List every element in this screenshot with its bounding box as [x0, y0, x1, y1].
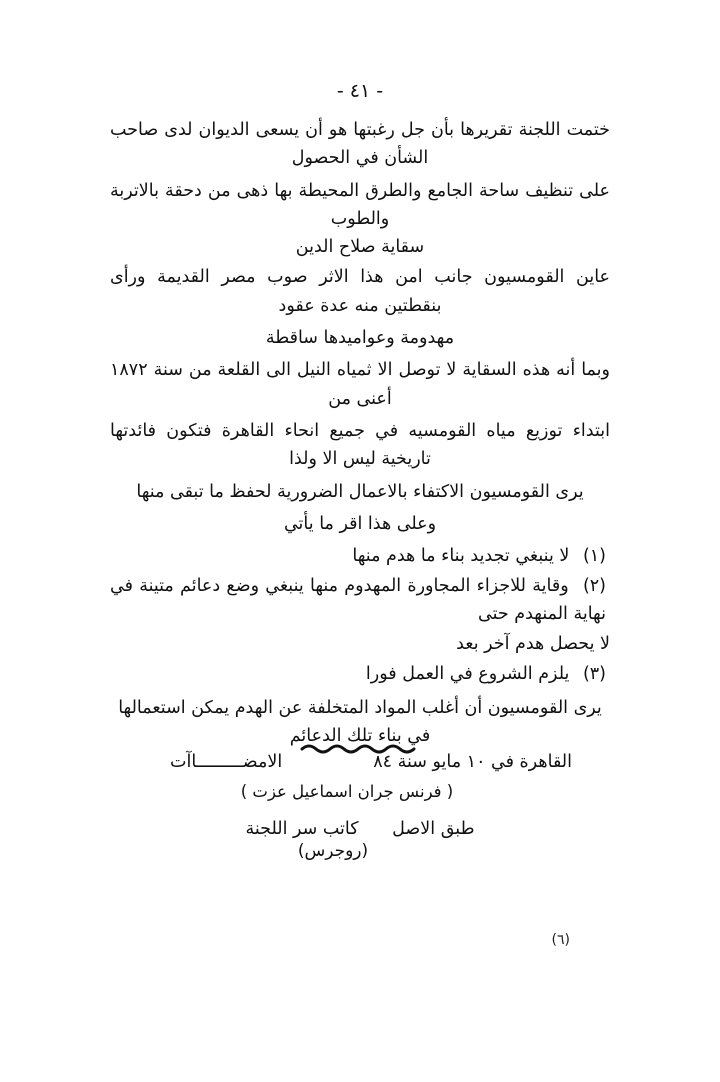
body-line-3: وبما أنه هذه السقاية لا توصل الا ثمياه النيل الى القلعة من سنة ١٨٧٢ أعنى من: [110, 360, 610, 409]
list-item-number: (٢): [582, 576, 606, 597]
page-number: - ٤١ -: [336, 80, 384, 102]
body-line-2: مهدومة وعواميدها ساقطة: [265, 328, 455, 349]
footer-sheet-mark: (٦): [551, 932, 570, 948]
attestation-signature: (روجرس): [297, 841, 369, 862]
list-item-number: (١): [582, 546, 606, 567]
wavy-rule-ornament-icon: [0, 742, 720, 754]
list-item-number: (٣): [582, 664, 606, 685]
body-line-4: ابتداء توزيع مياه القومسيه في جميع انحاء القاهرة فتكون فائدتها تاريخية ليس الا ولذا: [110, 421, 610, 470]
body-line-5: يرى القومسيون الاكتفاء بالاعمال الضرورية لحفظ ما تبقى منها: [136, 481, 584, 502]
list-item: [110, 660, 610, 688]
signature-row: [170, 752, 572, 772]
list-item-text: وقاية للاجزاء المجاورة المهدوم منها ينبغي وضع دعائم متينة في نهاية المنهدم حتى: [110, 576, 606, 625]
signatory-names: ( فرنس جران اسماعيل عزت ): [240, 782, 454, 802]
list-item: [110, 542, 610, 570]
closing-paragraph: يرى القومسيون أن أغلب المواد المتخلفة عن الهدم يمكن استعمالها في بناء تلك الدعائم: [118, 698, 602, 747]
list-item-text: لا ينبغي تجديد بناء ما هدم منها: [352, 546, 570, 567]
attestation-row: [110, 819, 610, 839]
section-heading: سقاية صلاح الدين: [295, 237, 425, 258]
signatures-label: الامضـــــــــاآت: [170, 752, 283, 773]
attestation-left: كاتب سر اللجنة: [245, 819, 359, 840]
list-item-continuation: لا يحصل هدم آخر بعد: [456, 634, 610, 655]
paragraph-2: على تنظيف ساحة الجامع والطرق المحيطة بها ذهى من دحقة بالاتربة والطوب: [110, 180, 610, 230]
list-item-text: يلزم الشروع في العمل فورا: [365, 664, 570, 685]
paragraph-1: ختمت اللجنة تقريرها بأن جل رغبتها هو أن يسعى الديوان لدى صاحب الشأن في الحصول: [110, 120, 610, 169]
attestation-right: طبق الاصل: [392, 819, 475, 840]
list-item: [110, 572, 610, 628]
body-line-6: وعلى هذا اقر ما يأتي: [283, 514, 437, 535]
signature-date: القاهرة في ١٠ مايو سنة ٨٤: [373, 752, 572, 773]
body-line-1: عاين القومسيون جانب امن هذا الاثر صوب مصر القديمة ورأى بنقطتين منه عدة عقود: [110, 267, 610, 316]
